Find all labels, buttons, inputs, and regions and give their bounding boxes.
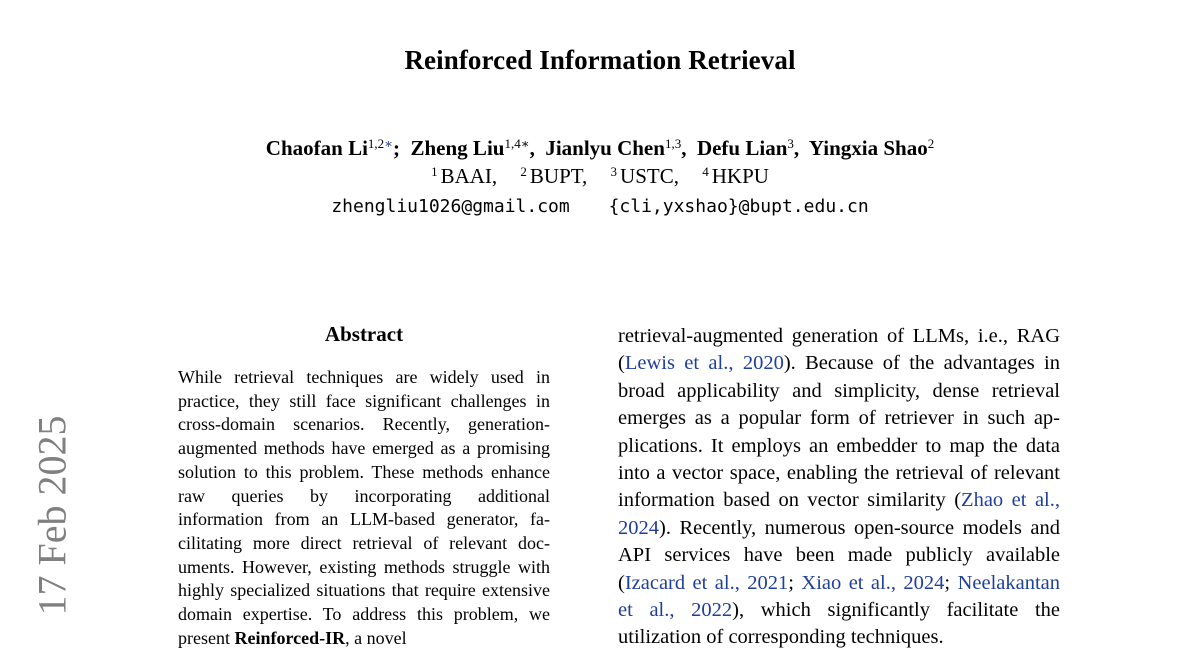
author-affil-sup: 1,4∗ — [504, 136, 530, 151]
abstract-text: While retrieval techniques are widely used in practice, they still face significant challenges in cross-domain scenarios. Recently, generation-augmented methods have emerged as a promising solution to this problem. These methods enhance raw queries by incorporating additional information from an LLM-based generator, facilitating more direct retrieval of relevant documents. However, existing methods struggle with highly specialized situations that require extensive domain expertise. To address this problem, we present — [178, 367, 550, 648]
author-name: Jianlyu Chen — [545, 136, 665, 160]
citation-link[interactable]: Zhao et al., 2024 — [618, 489, 1060, 539]
author-affil-sup: 2 — [927, 136, 935, 151]
author-affil-sup: 3 — [787, 136, 794, 151]
email-2: {cli,yxshao}@bupt.edu.cn — [608, 196, 869, 217]
author-name: Yingxia Shao — [808, 136, 928, 160]
affiliation-1 — [431, 164, 497, 188]
author-affil-sup: 1,2 — [367, 136, 385, 151]
body-text: ). Recently, numerous open-source models and API services have been made publicly available ( — [618, 516, 1060, 594]
author-name: Defu Lian — [696, 136, 788, 160]
affil-sup: 4 — [702, 164, 709, 179]
email-1: zhengliu1026@gmail.com — [331, 196, 570, 217]
affil-name: USTC, — [620, 164, 679, 188]
author-1 — [266, 136, 393, 160]
body-text: ; — [944, 571, 958, 594]
paper-title: Reinforced Information Retrieval — [404, 45, 796, 75]
affiliation-2 — [520, 164, 587, 188]
author-3 — [545, 136, 681, 160]
abstract-body — [178, 366, 550, 648]
affil-name: BAAI, — [440, 164, 498, 188]
citation-link[interactable]: Lewis et al., 2020 — [624, 352, 784, 375]
body-text: retrieval-augmented generation of LLMs, i.e., RAG ( — [618, 325, 1060, 375]
abstract-heading: Abstract — [324, 322, 404, 346]
affiliation-list — [0, 164, 1200, 189]
affil-name: HKPU — [711, 164, 769, 188]
arxiv-side-stamp — [26, 404, 78, 624]
author-name: Chaofan Li — [265, 136, 368, 160]
author-affil-sup: 1,3 — [664, 136, 682, 151]
citation-link[interactable]: Izacard et al., 2021 — [624, 571, 789, 594]
author-2 — [411, 136, 530, 160]
citation-link[interactable]: Xiao et al., 2024 — [801, 571, 945, 594]
method-name: Reinforced-IR — [234, 627, 346, 648]
affiliation-4 — [702, 164, 769, 188]
arxiv-date-label: 17 Feb 2025 — [29, 415, 75, 616]
author-list: Chaofan $Li^{1,2∗}$; Zheng Liu$^{1,4∗}$, Jianlyu Chen$^{1,3}$, Defu Lian$^3$, Yingxia Shao$^2$ — [265, 136, 935, 160]
citation-link[interactable]: Neelakantan et al., 2022 — [618, 571, 1061, 622]
author-4 — [697, 136, 794, 160]
affil-sup: 3 — [610, 164, 618, 179]
body-text: ), which significantly facilitate the utilization of corresponding techniques. — [618, 599, 1060, 648]
footnote-link[interactable]: ∗ — [384, 136, 393, 151]
affil-name: BUPT, — [529, 164, 588, 188]
abstract-text-tail: , a novel — [345, 627, 407, 648]
body-text: ). Because of the advantages in broad applicability and simplicity, dense retrieval emerges as a popular form of retriever in such applications. It employs an embedder to map the data into a vector space, enabling the retrieval of relevant information based on vector similarity ( — [618, 352, 1060, 512]
intro-paragraph — [618, 323, 1060, 648]
affiliation-3 — [611, 164, 679, 188]
email-list — [0, 196, 1200, 217]
affil-sup: 1 — [431, 164, 438, 179]
affil-sup: 2 — [520, 164, 527, 179]
body-text: ; — [788, 571, 802, 594]
author-name: Zheng Liu — [410, 136, 505, 160]
author-5 — [809, 136, 934, 160]
